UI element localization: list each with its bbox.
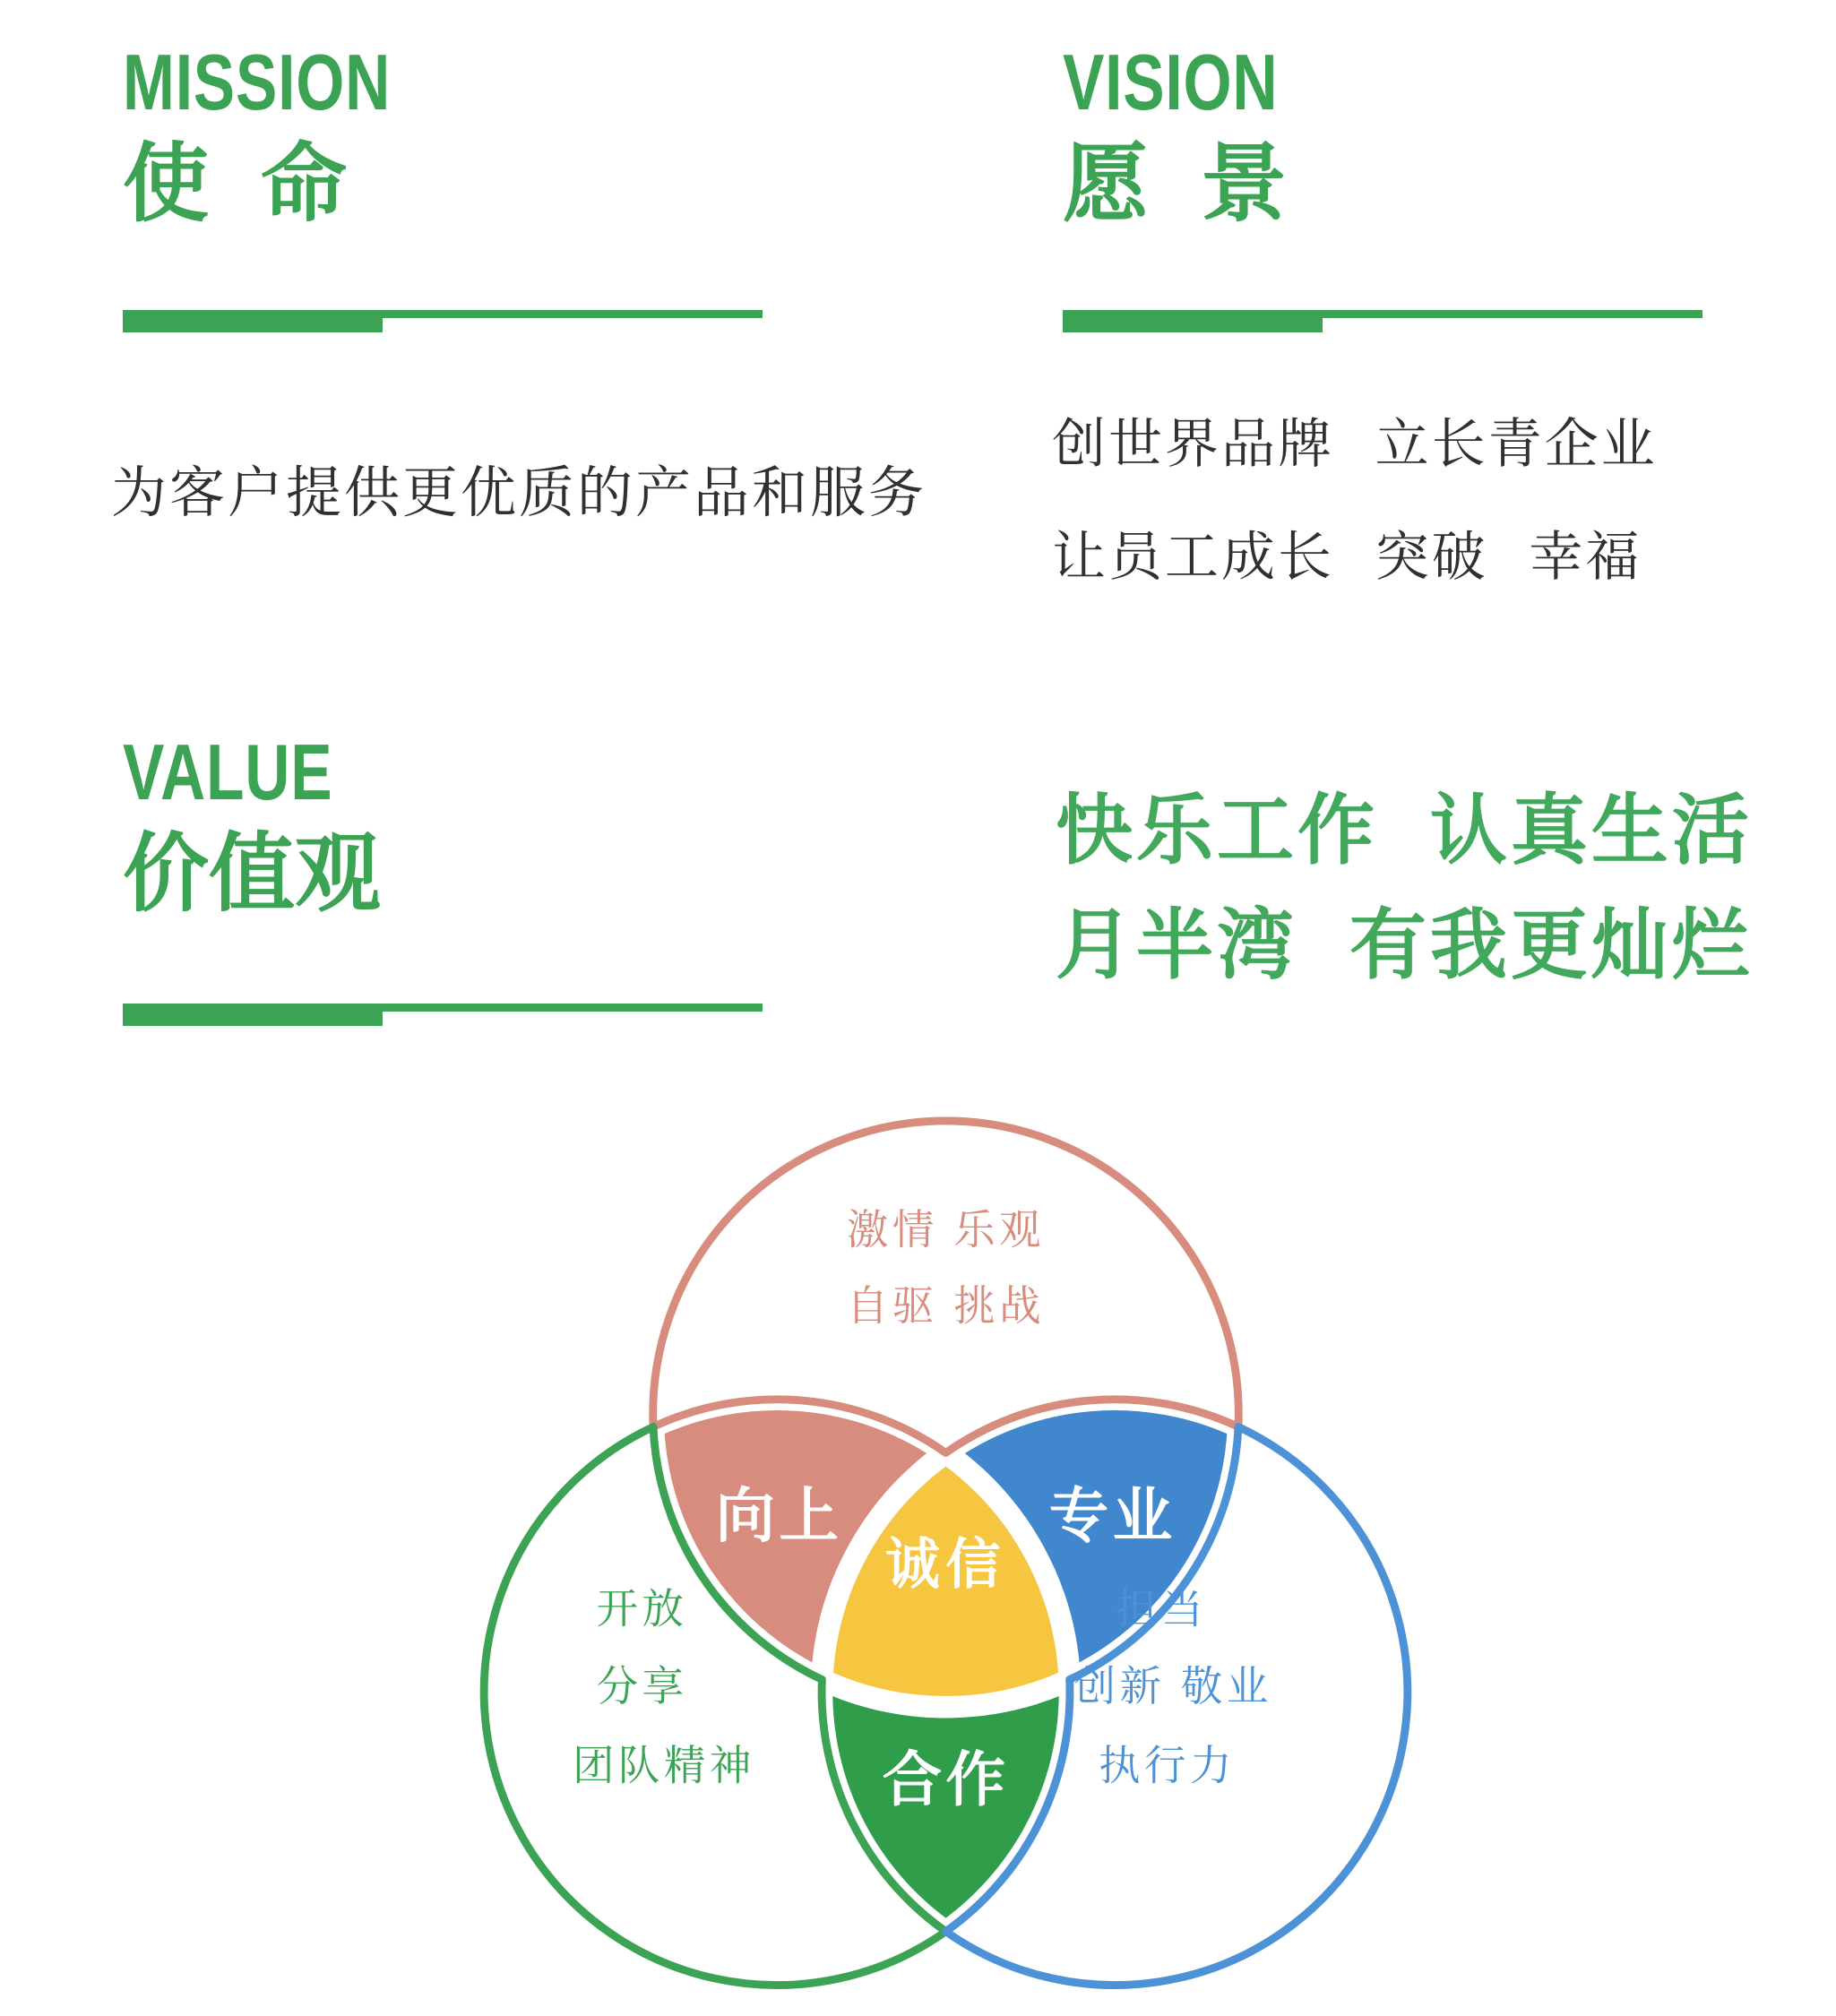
right-circle-line2: 创新 敬业 xyxy=(1073,1662,1272,1710)
petal-up-label: 向上 xyxy=(715,1483,843,1550)
top-circle-line2: 自驱 挑战 xyxy=(846,1282,1046,1330)
underline-thin-bar xyxy=(383,1004,763,1012)
petal-cooperation-label: 合作 xyxy=(882,1747,1010,1814)
vision-statement-line2: 让员工成长 突破 幸福 xyxy=(1052,527,1642,587)
vision-statement-line1: 创世界品牌 立长青企业 xyxy=(1052,414,1658,474)
value-title-en: VALUE xyxy=(123,728,333,816)
underline-thick-bar xyxy=(123,1004,383,1026)
vision-section xyxy=(1063,38,1702,332)
value-section xyxy=(123,728,763,1026)
values-venn-diagram xyxy=(464,1107,1427,2000)
mission-underline xyxy=(123,310,763,332)
left-circle-line1: 开放 xyxy=(596,1585,688,1633)
left-circle-line3: 团队精神 xyxy=(572,1742,755,1789)
vision-title-cn: 愿景 xyxy=(1063,136,1339,232)
right-circle-line3: 执行力 xyxy=(1099,1742,1236,1789)
value-slogan-line1: 快乐工作 认真生活 xyxy=(1056,788,1753,874)
vision-underline xyxy=(1063,310,1702,332)
underline-thick-bar xyxy=(123,310,383,332)
petal-center-label: 诚信 xyxy=(884,1533,1007,1595)
value-underline xyxy=(123,1004,763,1026)
mission-statement: 为客户提供更优质的产品和服务 xyxy=(111,462,927,524)
vision-title-en: VISION xyxy=(1063,38,1279,126)
mission-title-en: MISSION xyxy=(123,38,392,126)
top-circle-line1: 激情 乐观 xyxy=(846,1206,1046,1254)
underline-thin-bar xyxy=(383,310,763,318)
mission-title-cn: 使命 xyxy=(123,136,399,232)
left-circle-line2: 分享 xyxy=(596,1662,688,1710)
petal-professional-label: 专业 xyxy=(1048,1483,1177,1550)
right-circle-line1: 担当 xyxy=(1115,1585,1207,1633)
value-slogan-line2: 月半湾 有我更灿烂 xyxy=(1056,902,1753,988)
mission-section xyxy=(123,38,763,332)
value-title-cn: 价值观 xyxy=(123,826,381,922)
underline-thin-bar xyxy=(1323,310,1702,318)
underline-thick-bar xyxy=(1063,310,1323,332)
